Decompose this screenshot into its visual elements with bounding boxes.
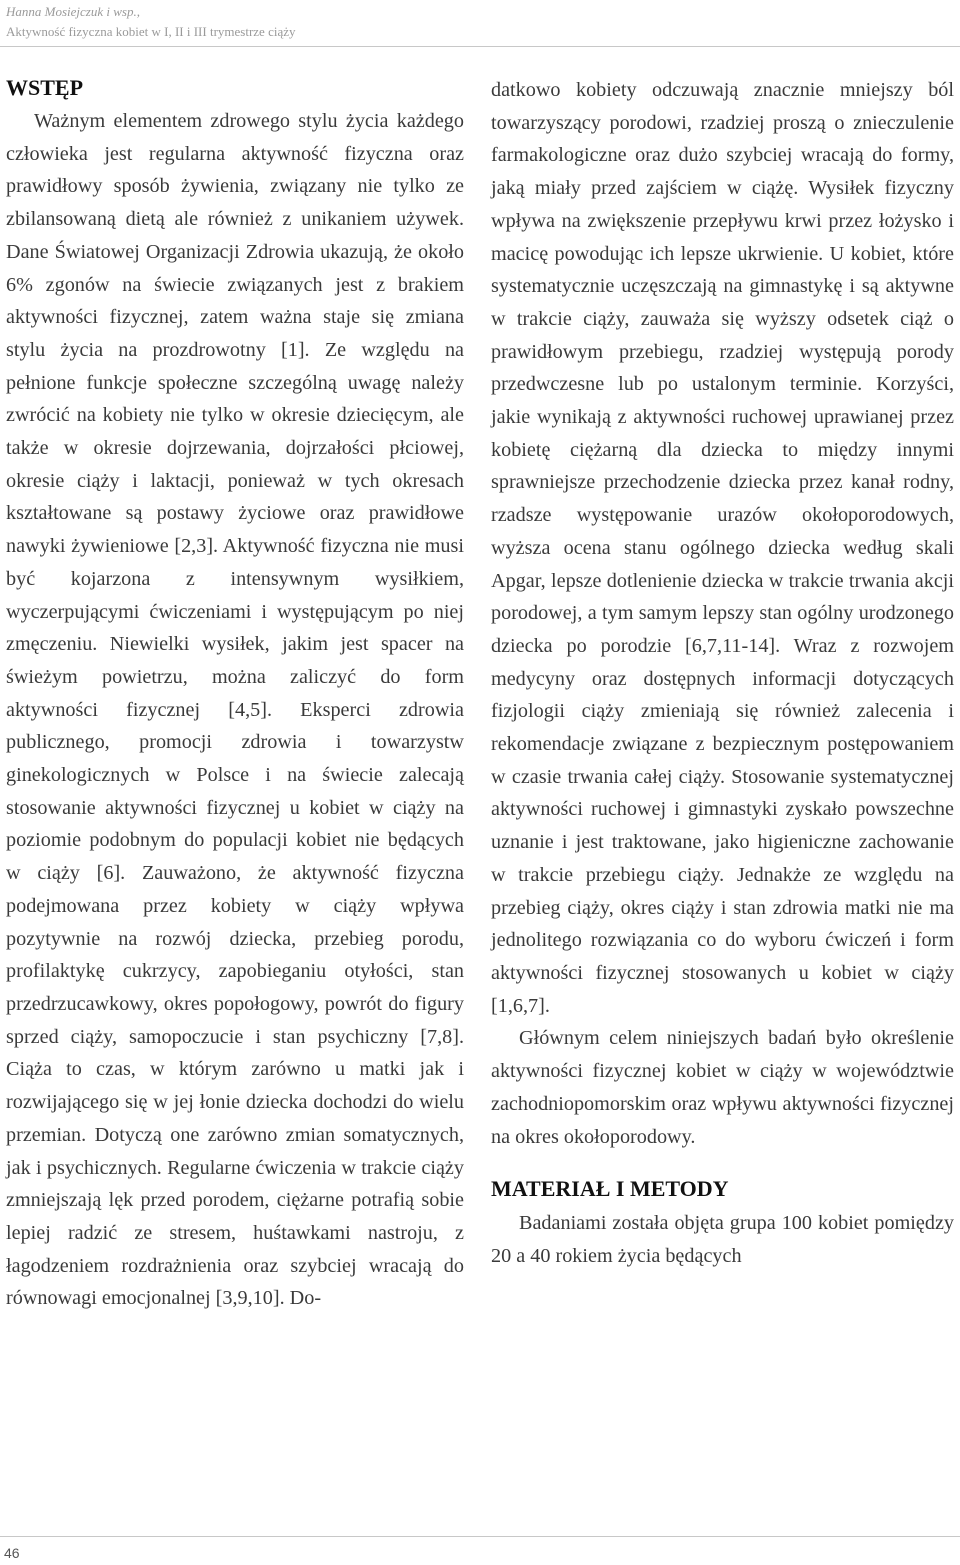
section-heading-methods: MATERIAŁ I METODY	[491, 1176, 729, 1202]
section-heading-intro: WSTĘP	[6, 75, 84, 100]
footer-divider	[0, 1536, 960, 1537]
intro-paragraph: Ważnym elementem zdrowego stylu życia każdego człowieka jest regularna aktywność fizyczna oraz prawidłowy sposób żywienia, związany nie tylko ze zbilansowaną dietą ale również z unikaniem używek. Dane Światowej Organizacji Zdrowia ukazują, że około 6% zgonów na świecie związanych jest z brakiem aktywności fizycznej, zatem ważna staje się zmiana stylu życia na prozdrowotny [1]. Ze względu na pełnione funkcje społeczne szczególną uwagę należy zwrócić na kobiety nie tylko w okresie dziecięcym, ale także w okresie dojrzewania, dojrzałości płciowej, okresie ciąży i laktacji, ponieważ w tych okresach kształtowane są postawy życiowe oraz prawidłowe nawyki żywieniowe [2,3]. Aktywność fizyczna nie musi być kojarzona z intensywnym wysiłkiem, wyczerpującymi ćwiczeniami i występującym po niej zmęczeniu. Niewielki wysiłek, jakim jest spacer na świeżym powietrzu, można zaliczyć do form aktywności fizycznej [4,5]. Eksperci zdrowia publicznego, promocji zdrowia i towarzystw ginekologicznych w Polsce i na świecie zalecają stosowanie aktywności fizycznej u kobiet w ciąży na poziomie podobnym do populacji kobiet nie będących w ciąży [6]. Zauważono, że aktywność fizyczna podejmowana przez kobiety w ciąży wpływa pozytywnie na rozwój dziecka, przebieg porodu, profilaktykę cukrzycy, zapobieganiu otyłości, stan przedrzucawkowy, okres popołogowy, powrót do figury sprzed ciąży, samopoczucie i stan psychiczny [7,8]. Ciąża to czas, w którym zarówno u matki jak i rozwijającego się w jej łonie dziecka dochodzi do wielu przemian. Dotyczą one zarówno zmian somatycznych, jak i psychicznych. Regularne ćwiczenia w trakcie ciąży zmniejszają lęk przed porodem, ciężarne potrafią sobie lepiej radzić ze stresem, huśtawkami nastroju, z łagodzeniem rozdrażnienia oraz szybciej wracają do równowagi emocjonalnej [3,9,10]. Do-	[6, 110, 464, 1310]
page-number: 46	[4, 1545, 20, 1561]
running-head-title: Aktywność fizyczna kobiet w I, II i III trymestrze ciąży	[6, 24, 296, 39]
header-divider	[0, 46, 960, 47]
running-head	[6, 2, 296, 42]
right-column	[491, 74, 954, 1273]
left-column	[6, 72, 464, 1315]
aim-paragraph: Głównym celem niniejszych badań było określenie aktywności fizycznej kobiet w ciąży w województwie zachodniopomorskim oraz wpływu aktywności fizycznej na okres okołoporodowy.	[491, 1027, 954, 1148]
methods-paragraph: Badaniami została objęta grupa 100 kobiet pomiędzy 20 a 40 rokiem życia będących	[491, 1212, 954, 1267]
running-head-authors: Hanna Mosiejczuk i wsp.,	[6, 4, 140, 19]
intro-paragraph-continued: datkowo kobiety odczuwają znacznie mniejszy ból towarzyszący porodowi, rzadziej proszą o znieczulenie farmakologiczne oraz dużo szybciej wracają do formy, jaką miały przed zajściem w ciążę. Wysiłek fizyczny wpływa na zwiększenie przepływu krwi przez łożysko i macicę powodując ich lepsze ukrwienie. U kobiet, które systematycznie uczęszczają na gimnastykę i są aktywne w trakcie ciąży, zauważa się wyższy odsetek ciąż o prawidłowym przebiegu, rzadziej występują porody przedwczesne lub po ustalonym terminie. Korzyści, jakie wynikają z aktywności ruchowej uprawianej przez kobietę ciężarną dla dziecka to między innymi sprawniejsze przechodzenie dziecka przez kanał rodny, rzadsze występowanie urazów okołoporodowych, wyższa ocena stanu ogólnego dziecka według skali Apgar, lepsze dotlenienie dziecka w trakcie trwania akcji porodowej, a tym samym lepszy stan ogólny urodzonego dziecka po porodzie [6,7,11-14]. Wraz z rozwojem medycyny oraz dostępnych informacji dotyczących fizjologii ciąży zmieniają się również zalecenia i rekomendacje związane z bezpiecznym postępowaniem w czasie trwania całej ciąży. Stosowanie systematycznej aktywności ruchowej i gimnastyki zyskało powszechne uznanie i jest traktowane, jako higieniczne zachowanie w trakcie przebiegu ciąży. Jednakże ze względu na przebieg ciąży, okres ciąży i stan zdrowia matki nie ma jednolitego rozwiązania co do wyboru ćwiczeń i form aktywności fizycznej stosowanych u kobiet w ciąży [1,6,7].	[491, 79, 954, 1017]
